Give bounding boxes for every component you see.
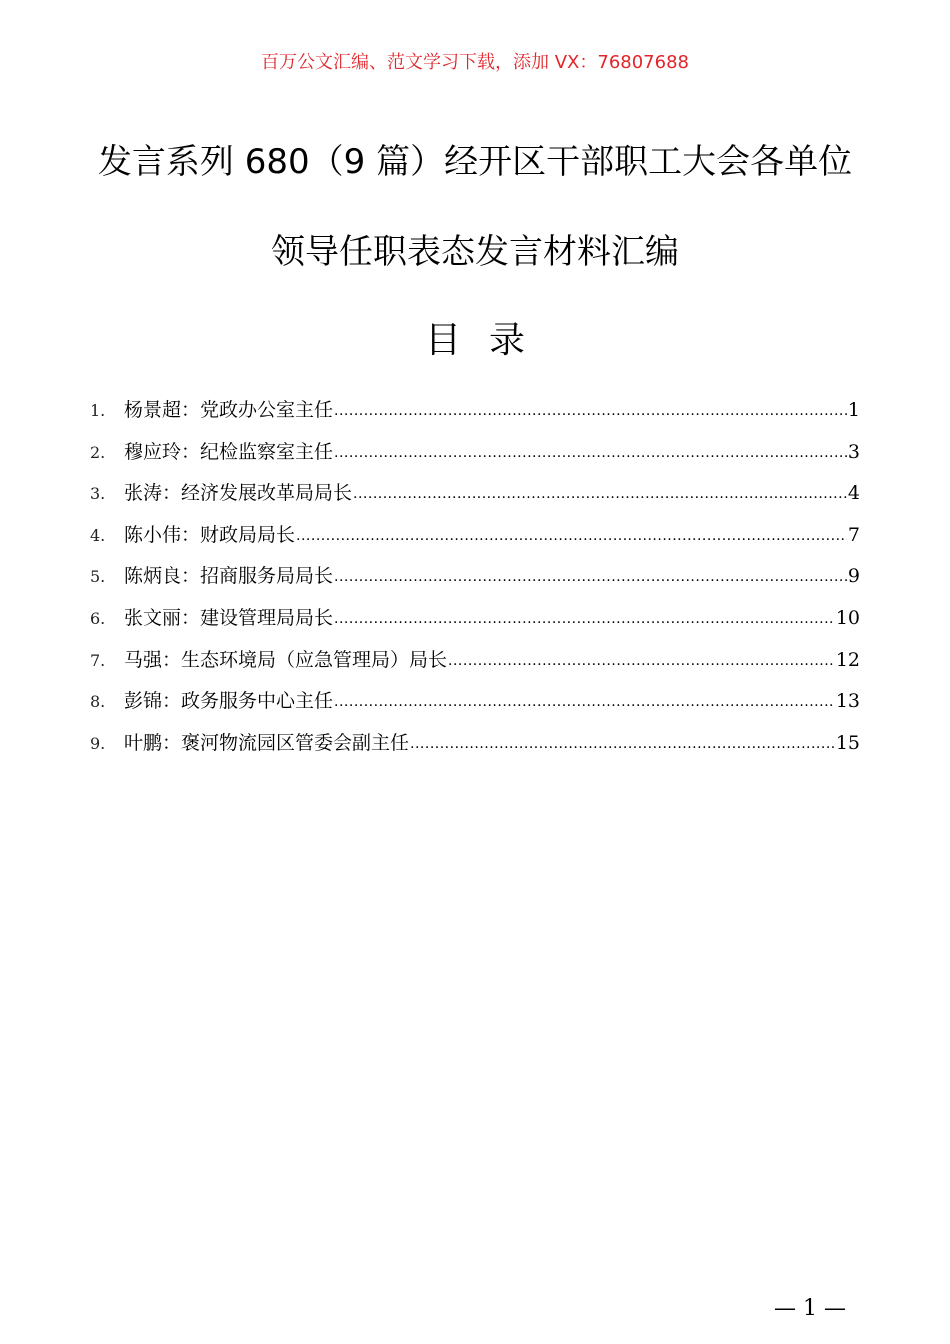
- toc-item-title: 张文丽：建设管理局局长: [124, 606, 334, 629]
- toc-item-title: 陈炳良：招商服务局局长: [124, 565, 334, 588]
- toc-item[interactable]: [90, 395, 860, 437]
- toc-leader-dots: [334, 689, 835, 711]
- toc-item-page: 7: [847, 523, 860, 546]
- toc-leader-dots: [334, 606, 835, 628]
- toc-item-page: 13: [835, 690, 860, 713]
- toc-item-page: 12: [835, 648, 860, 671]
- toc-item-number: 3.: [90, 484, 106, 504]
- toc-heading: 目录: [424, 320, 553, 361]
- toc-leader-dots: [296, 523, 847, 545]
- toc-item-number: 7.: [90, 650, 106, 670]
- toc-item-page: 9: [847, 565, 860, 588]
- toc-item-number: 1.: [90, 401, 106, 420]
- toc-item[interactable]: [90, 603, 860, 645]
- toc-item-page: 15: [835, 731, 860, 754]
- toc-item-number: 5.: [90, 567, 106, 587]
- header-note: 百万公文汇编、范文学习下载，添加 VX：76807688: [261, 52, 689, 73]
- toc-item[interactable]: [90, 478, 860, 520]
- toc-item-number: 8.: [90, 692, 106, 712]
- toc-item-number: 2.: [90, 442, 106, 462]
- toc-leader-dots: [353, 481, 847, 503]
- toc-item[interactable]: [90, 437, 860, 479]
- toc-item-title: 彭锦：政务服务中心主任: [124, 690, 334, 713]
- document-title-line-1: 发言系列 680（9 篇）经开区干部职工大会各单位: [97, 142, 853, 182]
- toc-item[interactable]: [90, 520, 860, 562]
- toc-item-title: 叶鹏：褒河物流园区管委会副主任: [124, 731, 410, 754]
- document-title-line-2: 领导任职表态发言材料汇编: [271, 232, 679, 272]
- toc-item[interactable]: [90, 728, 860, 770]
- toc-item-title: 马强：生态环境局（应急管理局）局长: [124, 648, 448, 671]
- toc-item-number: 4.: [90, 525, 106, 545]
- toc-item-number: 6.: [90, 608, 106, 628]
- toc-item[interactable]: [90, 686, 860, 728]
- toc-item[interactable]: [90, 561, 860, 603]
- toc-leader-dots: [334, 440, 847, 462]
- toc-item-number: 9.: [90, 733, 106, 753]
- toc-leader-dots: [410, 731, 835, 753]
- toc-item[interactable]: [90, 645, 860, 687]
- toc-item-page: 3: [847, 440, 860, 463]
- toc-leader-dots: [448, 648, 835, 670]
- toc-item-page: 4: [847, 482, 860, 505]
- toc-item-title: 杨景超：党政办公室主任: [124, 399, 334, 421]
- toc-item-title: 陈小伟：财政局局长: [124, 523, 296, 546]
- toc-item-title: 张涛：经济发展改革局局长: [124, 482, 353, 505]
- table-of-contents: [90, 395, 860, 769]
- toc-leader-dots: [334, 398, 847, 420]
- toc-item-page: 10: [835, 606, 860, 629]
- toc-item-title: 穆应玲：纪检监察室主任: [124, 440, 334, 463]
- toc-leader-dots: [334, 564, 847, 586]
- page-number: — 1 —: [774, 1296, 846, 1321]
- toc-item-page: 1: [847, 399, 860, 421]
